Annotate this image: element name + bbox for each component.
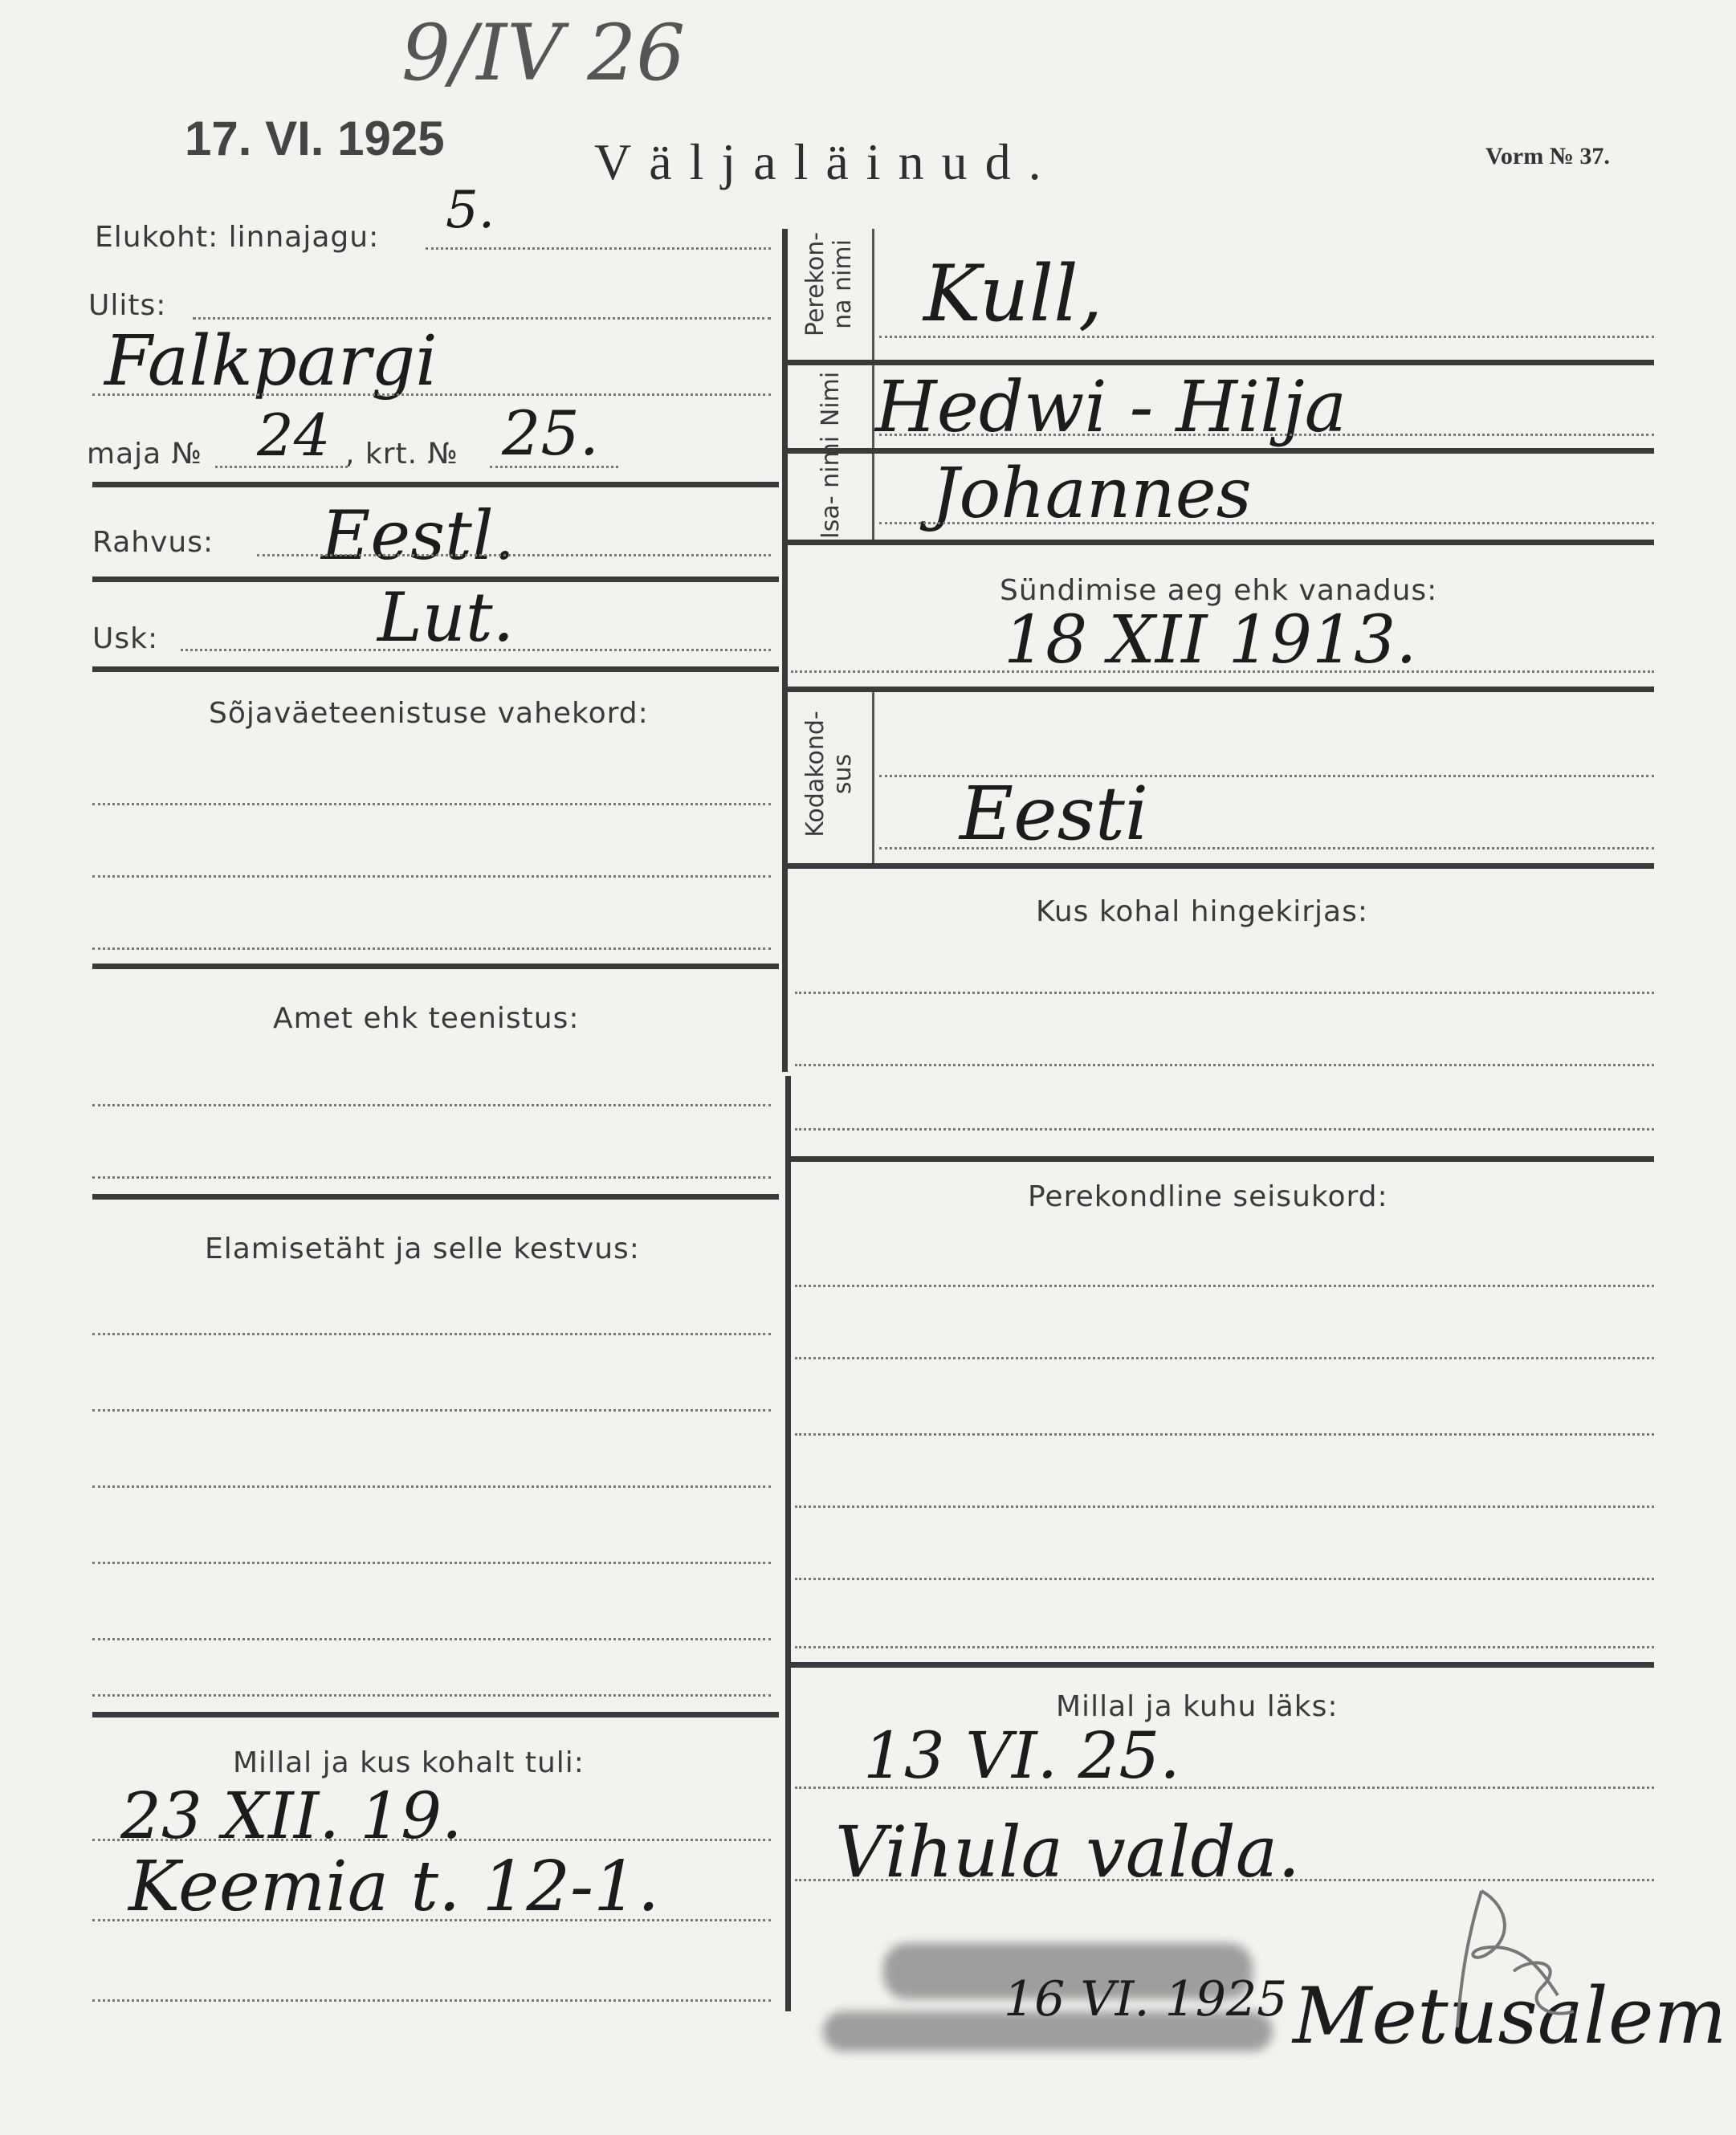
perekondline-line-5 — [795, 1578, 1654, 1580]
form-number: Vorm № 37. — [1485, 143, 1610, 169]
millal-tuli-dots-2 — [92, 1919, 771, 1921]
millal-laks-line1: 13 VI. 25. — [863, 1718, 1180, 1793]
ulits-value: Falkpargi — [104, 321, 438, 401]
rule-after-sundimise — [787, 687, 1654, 692]
millal-laks-label: Millal ja kuhu läks: — [1056, 1690, 1339, 1723]
ulits-label: Ulits: — [88, 289, 167, 322]
amet-label: Amet ehk teenistus: — [273, 1002, 580, 1035]
elamiseteht-line-4 — [92, 1562, 771, 1564]
maja-value: 24 — [257, 401, 331, 469]
millal-tuli-label: Millal ja kus kohalt tuli: — [233, 1746, 585, 1779]
elukoht-line — [426, 247, 771, 250]
rule-after-perekondline — [787, 1662, 1654, 1668]
rule-after-hingekirjas — [787, 1156, 1654, 1162]
rule-after-perekonnanimi — [787, 360, 1654, 365]
perekonnanimi-value: Kull, — [923, 249, 1103, 339]
rule-after-elamiseteht — [92, 1712, 779, 1717]
rule-after-sojavae — [92, 964, 779, 969]
maja-line — [215, 466, 348, 468]
amet-line-2 — [92, 1176, 771, 1179]
signature: Metusalem — [1293, 1971, 1727, 2061]
millal-tuli-line1: 23 XII. 19. — [120, 1778, 463, 1853]
kodakondsus-line-2 — [879, 847, 1654, 850]
rahvus-value: Eestl. — [321, 496, 516, 575]
sundimise-value: 18 XII 1913. — [1004, 602, 1417, 678]
isanimi-value: Johannes — [931, 454, 1252, 534]
elukoht-value: 5. — [446, 181, 495, 240]
perekonnanimi-label: Perekon- na nimi — [801, 231, 857, 337]
millal-tuli-dots-1 — [92, 1839, 771, 1841]
center-divider-bottom — [785, 1076, 791, 2011]
nimi-value: Hedwi - Hilja — [875, 365, 1347, 448]
kodakondsus-line-1 — [879, 775, 1654, 777]
elamiseteht-line-5 — [92, 1638, 771, 1640]
nimi-line — [879, 434, 1654, 436]
usk-label: Usk: — [92, 622, 159, 655]
krt-value: 25. — [502, 397, 599, 469]
pencil-initials-mark — [1437, 1875, 1582, 2035]
kodakondsus-value: Eesti — [960, 771, 1149, 857]
hingekirjas-line-1 — [795, 992, 1654, 994]
millal-laks-dots-1 — [795, 1787, 1654, 1789]
sojavae-line-1 — [92, 803, 771, 805]
nimi-label: Nimi — [817, 371, 845, 427]
hingekirjas-label: Kus kohal hingekirjas: — [1036, 895, 1368, 928]
elamiseteht-line-3 — [92, 1485, 771, 1488]
center-divider-top — [782, 229, 788, 1072]
perekondline-line-1 — [795, 1285, 1654, 1287]
krt-label: , krt. № — [345, 438, 458, 471]
sojavae-line-2 — [92, 875, 771, 878]
ulits-line-2 — [92, 393, 771, 396]
sojavae-line-3 — [92, 947, 771, 950]
perekondline-label: Perekondline seisukord: — [1028, 1180, 1388, 1213]
isanimi-line — [879, 522, 1654, 524]
sundimise-line — [791, 670, 1654, 673]
rahvus-label: Rahvus: — [92, 526, 214, 559]
hingekirjas-line-3 — [795, 1128, 1654, 1131]
stamp-text: 16 VI. 1925 — [1004, 1971, 1288, 2027]
maja-label: maja № — [87, 438, 203, 471]
millal-tuli-dots-3 — [92, 1999, 771, 2002]
ulits-line-1 — [193, 317, 771, 320]
elamiseteht-line-1 — [92, 1333, 771, 1335]
hingekirjas-line-2 — [795, 1064, 1654, 1066]
rule-after-maja — [92, 482, 779, 487]
sojavae-label: Sõjaväeteenistuse vahekord: — [209, 697, 649, 730]
millal-laks-line2: Vihula valda. — [835, 1811, 1301, 1893]
elukoht-label: Elukoht: linnajagu: — [95, 221, 380, 254]
perekondline-line-2 — [795, 1357, 1654, 1359]
usk-value: Lut. — [377, 578, 515, 657]
perekondline-line-6 — [795, 1646, 1654, 1648]
sundimise-label: Sündimise aeg ehk vanadus: — [1000, 574, 1438, 607]
rule-after-usk — [92, 666, 779, 672]
perekondline-line-4 — [795, 1506, 1654, 1508]
elamiseteht-label: Elamisetäht ja selle kestvus: — [205, 1233, 640, 1265]
form-title: Väljaläinud. — [594, 133, 1059, 190]
handwritten-date-top: 9/IV 26 — [401, 8, 686, 98]
usk-line — [181, 649, 771, 651]
stamp-date: 17. VI. 1925 — [185, 112, 445, 165]
label-column-divider-1 — [872, 229, 874, 542]
krt-line — [490, 466, 618, 468]
elamiseteht-line-2 — [92, 1409, 771, 1412]
rule-after-kodakondsus — [787, 863, 1654, 869]
millal-tuli-line2: Keemia t. 12-1. — [128, 1847, 660, 1927]
rule-after-nimi — [787, 448, 1654, 454]
elamiseteht-line-6 — [92, 1694, 771, 1697]
perekonnanimi-line — [879, 336, 1654, 338]
amet-line-1 — [92, 1104, 771, 1106]
rule-after-amet — [92, 1194, 779, 1200]
isanimi-label: Isa- nimi — [817, 435, 845, 540]
label-column-divider-2 — [872, 691, 874, 863]
perekondline-line-3 — [795, 1433, 1654, 1436]
rahvus-line — [257, 554, 771, 556]
rule-after-isanimi — [787, 540, 1654, 545]
kodakondsus-label: Kodakond- sus — [801, 711, 857, 837]
